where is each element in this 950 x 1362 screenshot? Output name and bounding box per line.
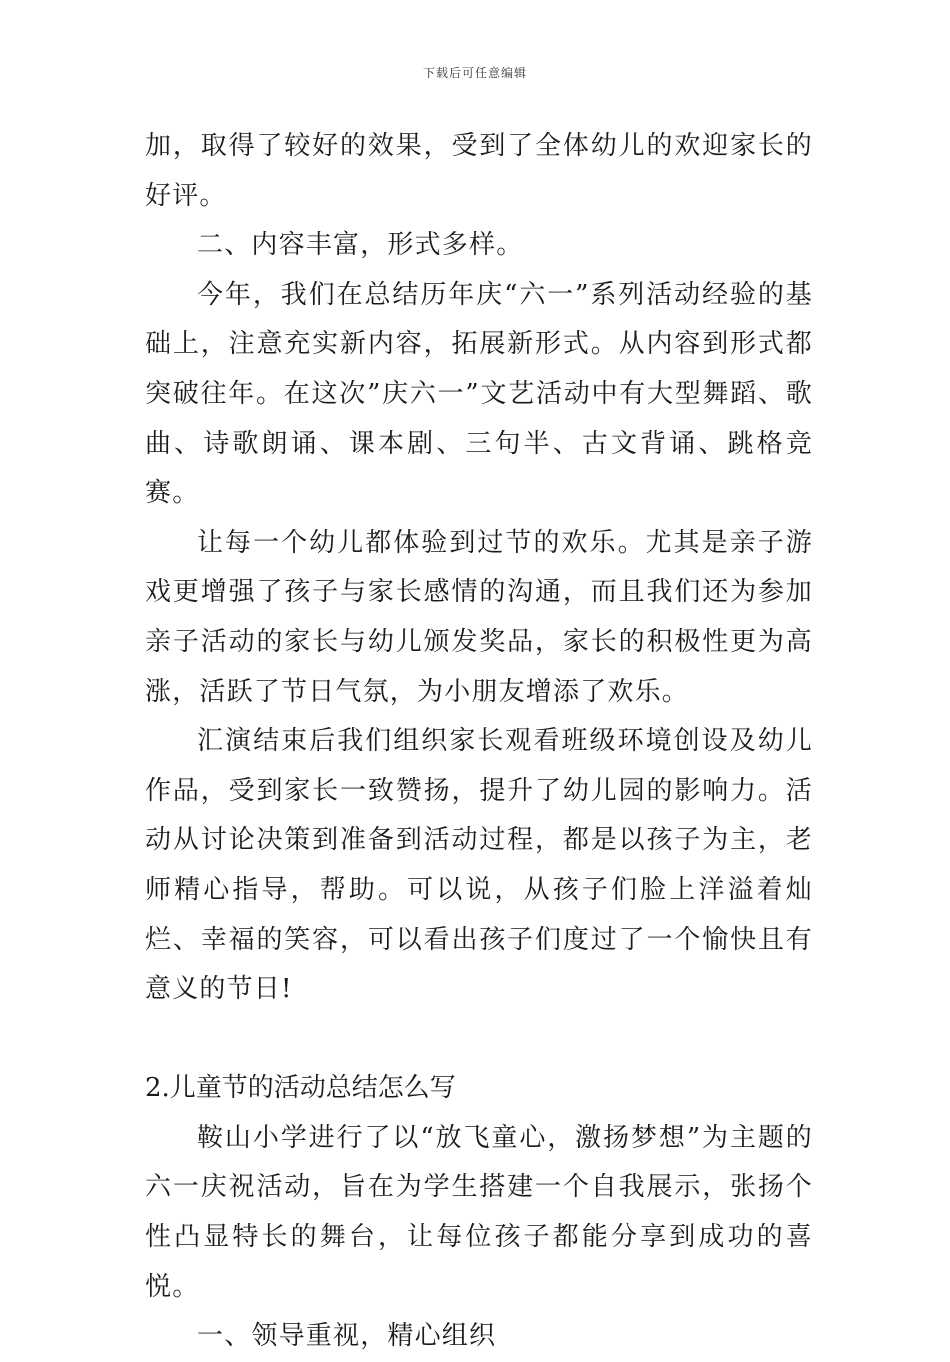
page-header: 下载后可任意编辑 [422, 66, 527, 80]
section-heading: 一、领导重视，精心组织 [197, 1321, 497, 1352]
paragraph: 今年，我们在总结历年庆“六一”系列活动经验的基础上，注意充实新内容，拓展新形式。从内容到形式都突破往年。在这次”庆六一”文艺活动中有大型舞蹈、歌曲、诗歌朗诵、课本剧、三句半、古文背诵、跳格竞赛。 [145, 279, 813, 509]
paragraph-continuation: 加，取得了较好的效果，受到了全体幼儿的欢迎家长的好评。 [145, 131, 813, 211]
section-heading: 二、内容丰富，形式多样。 [197, 230, 524, 261]
paragraph-spacer [145, 1015, 813, 1065]
article-title: 2.儿童节的活动总结怎么写 [145, 1073, 456, 1104]
document-body [145, 122, 813, 1362]
paragraph: 汇演结束后我们组织家长观看班级环境创设及幼儿作品，受到家长一致赞扬，提升了幼儿园的影响力。活动从讨论决策到准备到活动过程，都是以孩子为主，老师精心指导，帮助。可以说，从孩子们脸上洋溢着灿烂、幸福的笑容，可以看出孩子们度过了一个愉快且有意义的节日! [145, 726, 813, 1005]
paragraph: 鞍山小学进行了以“放飞童心，激扬梦想”为主题的六一庆祝活动，旨在为学生搭建一个自我展示，张扬个性凸显特长的舞台，让每位孩子都能分享到成功的喜悦。 [145, 1122, 813, 1302]
paragraph: 让每一个幼儿都体验到过节的欢乐。尤其是亲子游戏更增强了孩子与家长感情的沟通，而且我们还为参加亲子活动的家长与幼儿颁发奖品，家长的积极性更为高涨，活跃了节日气氛，为小朋友增添了欢乐。 [145, 527, 813, 707]
